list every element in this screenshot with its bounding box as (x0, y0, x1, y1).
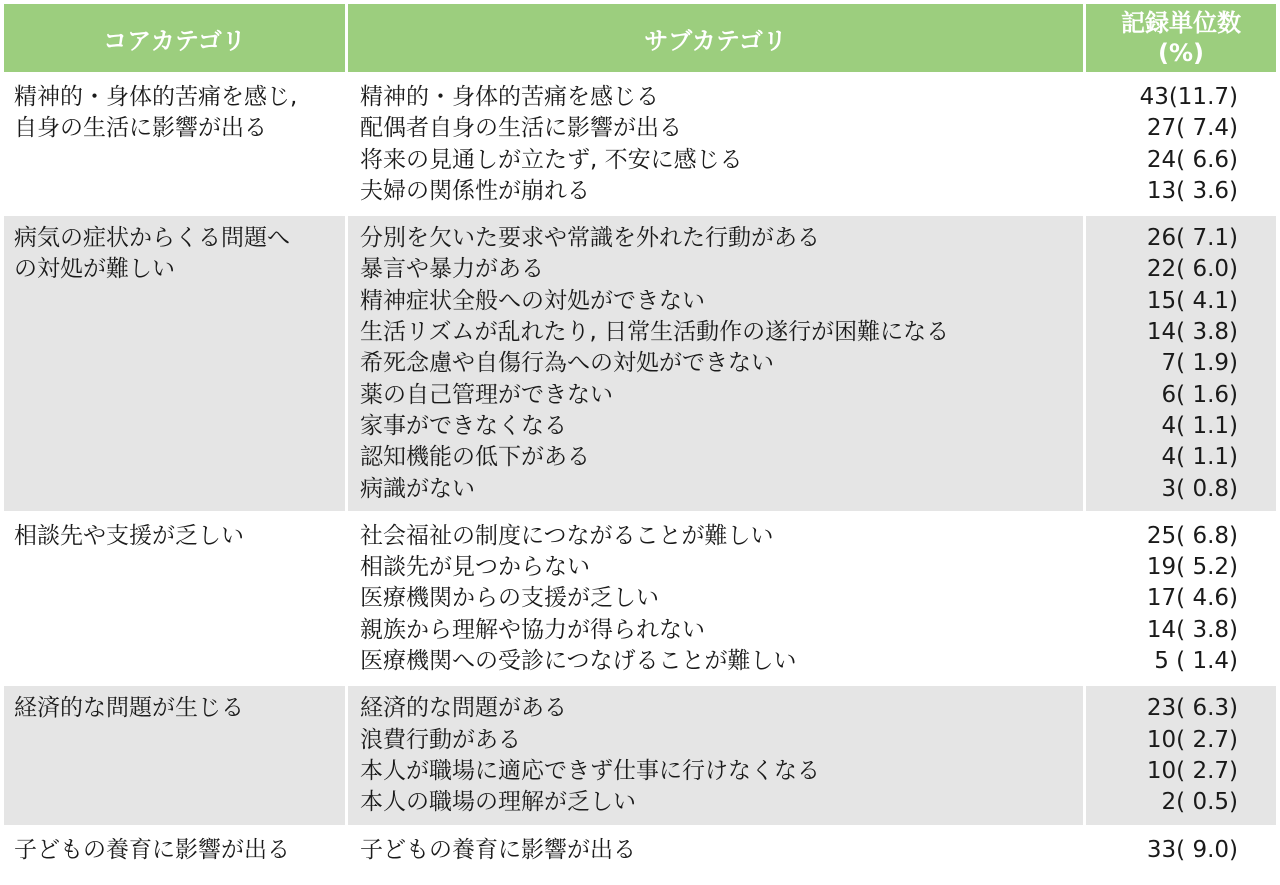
record-count-value: 14( 3.8) (1146, 616, 1238, 643)
record-count-cell (1086, 216, 1276, 514)
core-category-cell (4, 514, 348, 686)
sub-category-label: 病識がない (360, 475, 475, 502)
sub-category-label: 本人の職場の理解が乏しい (360, 789, 636, 816)
record-count-value: 13( 3.6) (1146, 177, 1238, 204)
sub-category-label: 生活リズムが乱れたり, 日常生活動作の遂行が困難になる (360, 319, 950, 346)
sub-category-cell (348, 75, 1086, 216)
record-count-value: 4( 1.1) (1161, 412, 1238, 439)
sub-category-label: 経済的な問題がある (360, 695, 567, 722)
record-count-value: 4( 1.1) (1161, 444, 1238, 471)
record-count-value: 10( 2.7) (1146, 726, 1238, 753)
header-record-count-label: 記録単位数 (1121, 9, 1241, 37)
core-category-label: 経済的な問題が生じる (14, 695, 244, 722)
table-body (4, 75, 1276, 875)
sub-category-label: 将来の見通しが立たず, 不安に感じる (360, 146, 743, 173)
table-row (4, 686, 1276, 827)
record-count-value: 19( 5.2) (1146, 554, 1238, 581)
sub-category-label: 医療機関への受診につなげることが難しい (360, 648, 797, 675)
core-category-label: の対処が難しい (14, 256, 175, 283)
record-count-value: 2( 0.5) (1161, 789, 1238, 816)
record-count-value: 25( 6.8) (1146, 522, 1238, 549)
sub-category-label: 社会福祉の制度につながることが難しい (360, 522, 774, 549)
sub-category-label: 浪費行動がある (360, 726, 521, 753)
record-count-value: 26( 7.1) (1146, 225, 1238, 252)
record-count-value: 17( 4.6) (1146, 585, 1238, 612)
record-count-value: 14( 3.8) (1146, 319, 1238, 346)
category-table-container (4, 4, 1276, 875)
core-category-label: 病気の症状からくる問題へ (14, 225, 290, 252)
sub-category-label: 相談先が見つからない (360, 554, 590, 581)
core-category-cell (4, 686, 348, 827)
core-category-label: 相談先や支援が乏しい (14, 522, 244, 549)
sub-category-label: 夫婦の関係性が崩れる (360, 177, 590, 204)
sub-category-label: 分別を欠いた要求や常識を外れた行動がある (360, 225, 820, 252)
sub-category-label: 暴言や暴力がある (360, 256, 544, 283)
sub-category-label: 家事ができなくなる (360, 412, 567, 439)
record-count-value: 10( 2.7) (1146, 757, 1238, 784)
table-header-row (4, 4, 1276, 75)
sub-category-cell (348, 216, 1086, 514)
header-percent-label: (%) (1158, 39, 1204, 67)
table-row (4, 828, 1276, 875)
sub-category-cell (348, 686, 1086, 827)
record-count-value: 15( 4.1) (1146, 287, 1238, 314)
record-count-value: 24( 6.6) (1146, 146, 1238, 173)
header-sub-category: サブカテゴリ (348, 4, 1086, 75)
sub-category-label: 親族から理解や協力が得られない (360, 616, 705, 643)
sub-category-label: 配偶者自身の生活に影響が出る (360, 115, 682, 142)
sub-category-label: 認知機能の低下がある (360, 444, 590, 471)
category-table (4, 4, 1276, 875)
sub-category-label: 本人が職場に適応できず仕事に行けなくなる (360, 757, 820, 784)
record-count-cell (1086, 514, 1276, 686)
sub-category-label: 子どもの養育に影響が出る (360, 836, 636, 863)
record-count-value: 23( 6.3) (1146, 695, 1238, 722)
record-count-value: 33( 9.0) (1146, 836, 1238, 863)
record-count-value: 7( 1.9) (1161, 350, 1238, 377)
table-row (4, 216, 1276, 514)
sub-category-label: 医療機関からの支援が乏しい (360, 585, 659, 612)
sub-category-label: 薬の自己管理ができない (360, 381, 613, 408)
sub-category-cell (348, 514, 1086, 686)
record-count-cell (1086, 75, 1276, 216)
header-core-category: コアカテゴリ (4, 4, 348, 75)
sub-category-label: 精神的・身体的苦痛を感じる (360, 84, 659, 110)
record-count-cell (1086, 686, 1276, 827)
record-count-value: 6( 1.6) (1161, 381, 1238, 408)
record-count-value: 5 ( 1.4) (1154, 648, 1238, 675)
record-count-cell (1086, 828, 1276, 875)
sub-category-cell (348, 828, 1086, 875)
sub-category-label: 希死念慮や自傷行為への対処ができない (360, 350, 774, 377)
record-count-value: 27( 7.4) (1146, 115, 1238, 142)
record-count-value: 22( 6.0) (1146, 256, 1238, 283)
table-row (4, 514, 1276, 686)
core-category-cell (4, 828, 348, 875)
sub-category-label: 精神症状全般への対処ができない (360, 287, 705, 314)
core-category-label: 子どもの養育に影響が出る (14, 836, 290, 863)
core-category-label: 精神的・身体的苦痛を感じ, (14, 84, 298, 110)
core-category-cell (4, 75, 348, 216)
core-category-label: 自身の生活に影響が出る (14, 115, 267, 142)
header-record-count (1086, 4, 1276, 75)
core-category-cell (4, 216, 348, 514)
record-count-value: 3( 0.8) (1161, 475, 1238, 502)
table-row (4, 75, 1276, 216)
record-count-value: 43(11.7) (1139, 84, 1238, 110)
